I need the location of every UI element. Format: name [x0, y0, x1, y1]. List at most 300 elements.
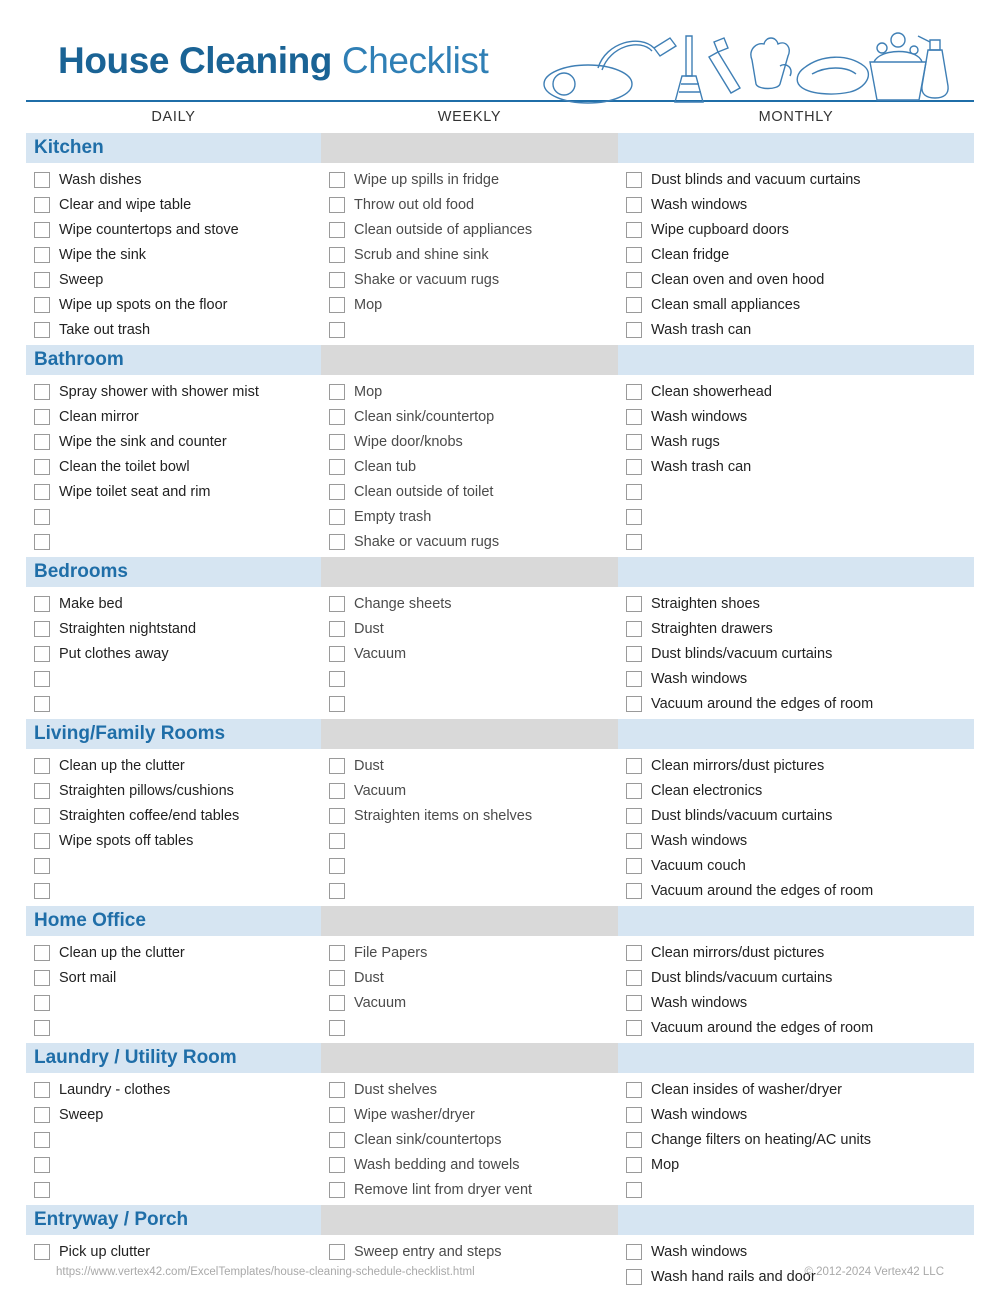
task-row[interactable]: [34, 778, 321, 803]
checkbox-icon[interactable]: [329, 1020, 345, 1036]
task-row[interactable]: [329, 1152, 618, 1177]
page-title-bold: House Cleaning: [58, 40, 332, 81]
checkbox-icon[interactable]: [34, 945, 50, 961]
checkbox-icon[interactable]: [34, 322, 50, 338]
task-label: Clean oven and oven hood: [651, 271, 825, 288]
task-row[interactable]: [626, 267, 974, 292]
task-label: Clean showerhead: [651, 383, 772, 400]
checkbox-icon[interactable]: [329, 833, 345, 849]
section-bar-monthly: [618, 719, 974, 749]
task-row[interactable]: [34, 803, 321, 828]
checkbox-icon[interactable]: [626, 646, 642, 662]
task-row[interactable]: [626, 990, 974, 1015]
section-bar-weekly: [321, 133, 618, 163]
checkbox-icon[interactable]: [626, 384, 642, 400]
task-label: Straighten nightstand: [59, 620, 197, 637]
task-row[interactable]: [329, 1127, 618, 1152]
checkbox-icon[interactable]: [329, 384, 345, 400]
checkbox-icon[interactable]: [329, 1244, 345, 1260]
task-label: Clean sink/countertops: [354, 1131, 502, 1148]
task-row[interactable]: [626, 940, 974, 965]
checkbox-icon[interactable]: [329, 1107, 345, 1123]
checkbox-icon[interactable]: [626, 883, 642, 899]
task-row[interactable]: [329, 990, 618, 1015]
checkbox-icon[interactable]: [329, 995, 345, 1011]
section-bar-weekly: [321, 345, 618, 375]
checkbox-icon[interactable]: [626, 172, 642, 188]
section-title-cell: [26, 133, 321, 163]
checkbox-icon[interactable]: [626, 534, 642, 550]
task-row[interactable]: [329, 292, 618, 317]
checkbox-icon[interactable]: [329, 222, 345, 238]
task-column-monthly: [618, 167, 974, 342]
task-row[interactable]: [34, 878, 321, 903]
checkbox-icon[interactable]: [34, 509, 50, 525]
checkbox-icon[interactable]: [626, 434, 642, 450]
task-row[interactable]: [626, 1152, 974, 1177]
checkbox-icon[interactable]: [34, 197, 50, 213]
checkbox-icon[interactable]: [626, 1132, 642, 1148]
page-header: [26, 22, 974, 100]
section-header-living-family-rooms: [26, 719, 974, 749]
checkbox-icon[interactable]: [329, 322, 345, 338]
checkbox-icon[interactable]: [626, 1244, 642, 1260]
checkbox-icon[interactable]: [626, 509, 642, 525]
task-row[interactable]: [329, 479, 618, 504]
checkbox-icon[interactable]: [34, 783, 50, 799]
task-label: Scrub and shine sink: [354, 246, 489, 263]
task-row[interactable]: [329, 753, 618, 778]
task-row[interactable]: [329, 591, 618, 616]
checkbox-icon[interactable]: [34, 1107, 50, 1123]
checkbox-icon[interactable]: [626, 995, 642, 1011]
page-title: [58, 40, 488, 82]
section-title-cell: [26, 719, 321, 749]
checkbox-icon[interactable]: [626, 409, 642, 425]
task-row[interactable]: [34, 292, 321, 317]
task-row[interactable]: [626, 965, 974, 990]
task-row[interactable]: [34, 167, 321, 192]
task-row[interactable]: [34, 641, 321, 666]
task-row[interactable]: [329, 853, 618, 878]
task-row[interactable]: [34, 965, 321, 990]
task-row[interactable]: [329, 242, 618, 267]
task-row[interactable]: [329, 616, 618, 641]
checkbox-icon[interactable]: [34, 272, 50, 288]
task-row[interactable]: [626, 1239, 974, 1264]
checkbox-icon[interactable]: [626, 322, 642, 338]
task-row[interactable]: [34, 1077, 321, 1102]
task-row[interactable]: [329, 666, 618, 691]
task-label: Clean electronics: [651, 782, 763, 799]
task-label: Wipe cupboard doors: [651, 221, 789, 238]
section-body: [26, 1235, 974, 1292]
task-row[interactable]: [34, 940, 321, 965]
task-row[interactable]: [626, 691, 974, 716]
checkbox-icon[interactable]: [34, 459, 50, 475]
task-label: Clean fridge: [651, 246, 730, 263]
task-row[interactable]: [626, 1177, 974, 1202]
task-column-monthly: [618, 1239, 974, 1289]
checkbox-icon[interactable]: [34, 995, 50, 1011]
checkbox-icon[interactable]: [626, 1157, 642, 1173]
task-label: Pick up clutter: [59, 1243, 151, 1260]
task-row[interactable]: [329, 404, 618, 429]
task-label: Wash trash can: [651, 321, 752, 338]
task-label: Clean tub: [354, 458, 417, 475]
checkbox-icon[interactable]: [626, 297, 642, 313]
task-row[interactable]: [626, 1127, 974, 1152]
section-body: [26, 587, 974, 719]
checkbox-icon[interactable]: [34, 596, 50, 612]
task-label: Vacuum couch: [651, 857, 746, 874]
task-row[interactable]: [34, 504, 321, 529]
task-row[interactable]: [626, 778, 974, 803]
task-label: Mop: [354, 296, 383, 313]
checkbox-icon[interactable]: [329, 484, 345, 500]
task-label: Dust blinds/vacuum curtains: [651, 807, 833, 824]
task-column-monthly: [618, 940, 974, 1040]
task-row[interactable]: [626, 853, 974, 878]
checkbox-icon[interactable]: [626, 696, 642, 712]
task-label: Vacuum around the edges of room: [651, 882, 874, 899]
checkbox-icon[interactable]: [329, 596, 345, 612]
task-row[interactable]: [34, 529, 321, 554]
task-row[interactable]: [34, 317, 321, 342]
task-label: Dust shelves: [354, 1081, 438, 1098]
section-title: Living/Family Rooms: [34, 723, 226, 744]
checkbox-icon[interactable]: [34, 297, 50, 313]
task-label: Wash windows: [651, 408, 748, 425]
task-row[interactable]: [626, 828, 974, 853]
task-row[interactable]: [329, 217, 618, 242]
task-row[interactable]: [34, 753, 321, 778]
checkbox-icon[interactable]: [329, 671, 345, 687]
task-row[interactable]: [626, 404, 974, 429]
task-row[interactable]: [329, 1177, 618, 1202]
task-row[interactable]: [626, 379, 974, 404]
task-row[interactable]: [329, 691, 618, 716]
checkbox-icon[interactable]: [626, 945, 642, 961]
checkbox-icon[interactable]: [34, 883, 50, 899]
task-row[interactable]: [329, 429, 618, 454]
task-label: Wash trash can: [651, 458, 752, 475]
checkbox-icon[interactable]: [34, 484, 50, 500]
checkbox-icon[interactable]: [626, 222, 642, 238]
task-column-daily: [26, 753, 321, 903]
task-row[interactable]: [626, 479, 974, 504]
task-label: Clean up the clutter: [59, 944, 185, 961]
section-title: Entryway / Porch: [34, 1209, 189, 1230]
task-row[interactable]: [329, 828, 618, 853]
task-label: Dust blinds and vacuum curtains: [651, 171, 861, 188]
task-column-monthly: [618, 753, 974, 903]
checkbox-icon[interactable]: [626, 459, 642, 475]
checkbox-icon[interactable]: [329, 758, 345, 774]
checkbox-icon[interactable]: [329, 297, 345, 313]
task-label: Sweep: [59, 271, 104, 288]
task-row[interactable]: [626, 803, 974, 828]
task-row[interactable]: [34, 454, 321, 479]
checkbox-icon[interactable]: [626, 783, 642, 799]
checkbox-icon[interactable]: [626, 1107, 642, 1123]
section-body: [26, 375, 974, 557]
checkbox-icon[interactable]: [626, 858, 642, 874]
section-bar-weekly: [321, 557, 618, 587]
task-column-weekly: [321, 940, 618, 1040]
task-column-weekly: [321, 753, 618, 903]
task-row[interactable]: [626, 242, 974, 267]
checkbox-icon[interactable]: [34, 833, 50, 849]
task-label: Wash windows: [651, 196, 748, 213]
task-label: Make bed: [59, 595, 123, 612]
task-row[interactable]: [34, 379, 321, 404]
task-label: Wash windows: [651, 670, 748, 687]
checkbox-icon[interactable]: [34, 858, 50, 874]
task-label: Change filters on heating/AC units: [651, 1131, 872, 1148]
checkbox-icon[interactable]: [626, 272, 642, 288]
task-row[interactable]: [626, 192, 974, 217]
checkbox-icon[interactable]: [34, 1157, 50, 1173]
section-header-home-office: [26, 906, 974, 936]
task-row[interactable]: [34, 242, 321, 267]
checkbox-icon[interactable]: [34, 646, 50, 662]
checkbox-icon[interactable]: [34, 1182, 50, 1198]
task-row[interactable]: [329, 878, 618, 903]
checkbox-icon[interactable]: [626, 808, 642, 824]
task-label: Vacuum around the edges of room: [651, 1019, 874, 1036]
column-headers: [26, 106, 974, 129]
task-row[interactable]: [626, 616, 974, 641]
task-row[interactable]: [626, 292, 974, 317]
checkbox-icon[interactable]: [34, 409, 50, 425]
task-label: Vacuum: [354, 782, 407, 799]
task-column-weekly: [321, 379, 618, 554]
task-row[interactable]: [34, 691, 321, 716]
checkbox-icon[interactable]: [34, 434, 50, 450]
checkbox-icon[interactable]: [329, 409, 345, 425]
task-label: Mop: [651, 1156, 680, 1173]
task-label: Wipe the sink and counter: [59, 433, 227, 450]
checkbox-icon[interactable]: [34, 1244, 50, 1260]
checkbox-icon[interactable]: [34, 1082, 50, 1098]
checkbox-icon[interactable]: [34, 671, 50, 687]
task-row[interactable]: [329, 1102, 618, 1127]
task-row[interactable]: [626, 878, 974, 903]
checkbox-icon[interactable]: [34, 1132, 50, 1148]
task-label: Wipe up spots on the floor: [59, 296, 228, 313]
task-row[interactable]: [626, 666, 974, 691]
task-row[interactable]: [329, 1077, 618, 1102]
checkbox-icon[interactable]: [329, 459, 345, 475]
task-row[interactable]: [34, 990, 321, 1015]
task-row[interactable]: [34, 828, 321, 853]
checkbox-icon[interactable]: [626, 1182, 642, 1198]
task-row[interactable]: [329, 267, 618, 292]
task-row[interactable]: [329, 504, 618, 529]
task-row[interactable]: [34, 1152, 321, 1177]
task-label: Dust: [354, 757, 384, 774]
checkbox-icon[interactable]: [34, 172, 50, 188]
task-row[interactable]: [626, 1102, 974, 1127]
section-title: Bedrooms: [34, 561, 128, 582]
task-row[interactable]: [626, 591, 974, 616]
checkbox-icon[interactable]: [626, 970, 642, 986]
task-row[interactable]: [329, 167, 618, 192]
checkbox-icon[interactable]: [34, 758, 50, 774]
task-label: Take out trash: [59, 321, 151, 338]
section-header-kitchen: [26, 133, 974, 163]
task-row[interactable]: [34, 616, 321, 641]
task-row[interactable]: [329, 1015, 618, 1040]
checkbox-icon[interactable]: [34, 222, 50, 238]
checkbox-icon[interactable]: [329, 945, 345, 961]
task-row[interactable]: [34, 853, 321, 878]
footer-url[interactable]: https://www.vertex42.com/ExcelTemplates/house-cleaning-schedule-checklist.html: [56, 1266, 475, 1278]
task-row[interactable]: [34, 192, 321, 217]
task-row[interactable]: [329, 803, 618, 828]
task-column-daily: [26, 167, 321, 342]
sections-container: [26, 133, 974, 1292]
checkbox-icon[interactable]: [626, 197, 642, 213]
checkbox-icon[interactable]: [329, 1182, 345, 1198]
checkbox-icon[interactable]: [34, 247, 50, 263]
task-row[interactable]: [329, 778, 618, 803]
checkbox-icon[interactable]: [34, 534, 50, 550]
task-row[interactable]: [329, 1239, 618, 1264]
section-bar-monthly: [618, 1205, 974, 1235]
checkbox-icon[interactable]: [34, 808, 50, 824]
task-row[interactable]: [34, 217, 321, 242]
task-row[interactable]: [626, 641, 974, 666]
task-row[interactable]: [329, 379, 618, 404]
task-label: File Papers: [354, 944, 428, 961]
task-label: Dust blinds/vacuum curtains: [651, 645, 833, 662]
task-label: Clean insides of washer/dryer: [651, 1081, 843, 1098]
task-row[interactable]: [34, 404, 321, 429]
checkbox-icon[interactable]: [329, 696, 345, 712]
checkbox-icon[interactable]: [34, 1020, 50, 1036]
section-title-cell: [26, 557, 321, 587]
task-row[interactable]: [329, 317, 618, 342]
task-row[interactable]: [34, 1127, 321, 1152]
task-row[interactable]: [34, 479, 321, 504]
task-row[interactable]: [626, 504, 974, 529]
checkbox-icon[interactable]: [329, 883, 345, 899]
task-label: Change sheets: [354, 595, 452, 612]
task-label: Wash bedding and towels: [354, 1156, 520, 1173]
task-label: Straighten pillows/cushions: [59, 782, 234, 799]
task-label: Sweep entry and steps: [354, 1243, 502, 1260]
section-body: [26, 936, 974, 1043]
task-row[interactable]: [329, 940, 618, 965]
task-row[interactable]: [34, 1102, 321, 1127]
task-row[interactable]: [626, 454, 974, 479]
checkbox-icon[interactable]: [329, 783, 345, 799]
task-row[interactable]: [626, 753, 974, 778]
checkbox-icon[interactable]: [34, 696, 50, 712]
checkbox-icon[interactable]: [329, 858, 345, 874]
section-title: Kitchen: [34, 137, 104, 158]
checkbox-icon[interactable]: [34, 621, 50, 637]
page-footer: [26, 1266, 974, 1278]
task-row[interactable]: [34, 591, 321, 616]
task-row[interactable]: [34, 1015, 321, 1040]
task-row[interactable]: [34, 429, 321, 454]
checkbox-icon[interactable]: [329, 509, 345, 525]
task-row[interactable]: [329, 454, 618, 479]
checkbox-icon[interactable]: [626, 1082, 642, 1098]
task-row[interactable]: [626, 529, 974, 554]
task-label: Vacuum: [354, 994, 407, 1011]
checkbox-icon[interactable]: [626, 247, 642, 263]
column-header-daily: DAILY: [151, 109, 196, 125]
task-label: Wipe countertops and stove: [59, 221, 239, 238]
task-row[interactable]: [329, 641, 618, 666]
section-header-bedrooms: [26, 557, 974, 587]
checkbox-icon[interactable]: [329, 646, 345, 662]
task-label: Wash hand rails and door: [651, 1268, 816, 1285]
task-label: Clean outside of toilet: [354, 483, 494, 500]
task-row[interactable]: [329, 529, 618, 554]
checkbox-icon[interactable]: [626, 484, 642, 500]
task-row[interactable]: [626, 429, 974, 454]
task-row[interactable]: [34, 267, 321, 292]
checkbox-icon[interactable]: [329, 534, 345, 550]
task-row[interactable]: [34, 1177, 321, 1202]
checkbox-icon[interactable]: [329, 172, 345, 188]
checkbox-icon[interactable]: [626, 1020, 642, 1036]
task-row[interactable]: [626, 217, 974, 242]
checkbox-icon[interactable]: [329, 272, 345, 288]
task-label: Wash windows: [651, 994, 748, 1011]
checkbox-icon[interactable]: [329, 197, 345, 213]
checkbox-icon[interactable]: [626, 621, 642, 637]
task-label: Put clothes away: [59, 645, 169, 662]
task-row[interactable]: [626, 167, 974, 192]
checkbox-icon[interactable]: [329, 1132, 345, 1148]
task-row[interactable]: [329, 965, 618, 990]
task-row[interactable]: [34, 1239, 321, 1264]
checkbox-icon[interactable]: [329, 970, 345, 986]
checkbox-icon[interactable]: [329, 434, 345, 450]
checkbox-icon[interactable]: [329, 1157, 345, 1173]
task-row[interactable]: [626, 317, 974, 342]
task-label: Wipe up spills in fridge: [354, 171, 500, 188]
task-row[interactable]: [626, 1077, 974, 1102]
checkbox-icon[interactable]: [34, 384, 50, 400]
checkbox-icon[interactable]: [329, 1082, 345, 1098]
task-column-monthly: [618, 1077, 974, 1202]
task-label: Straighten shoes: [651, 595, 760, 612]
checkbox-icon[interactable]: [329, 808, 345, 824]
task-label: Straighten coffee/end tables: [59, 807, 240, 824]
checkbox-icon[interactable]: [329, 621, 345, 637]
task-row[interactable]: [34, 666, 321, 691]
footer-copyright: © 2012-2024 Vertex42 LLC: [804, 1266, 944, 1278]
cleaning-supplies-illustration: [536, 26, 956, 108]
section-title: Bathroom: [34, 349, 124, 370]
checkbox-icon[interactable]: [626, 758, 642, 774]
checkbox-icon[interactable]: [34, 970, 50, 986]
checkbox-icon[interactable]: [329, 247, 345, 263]
checkbox-icon[interactable]: [626, 671, 642, 687]
task-row[interactable]: [626, 1015, 974, 1040]
task-row[interactable]: [329, 192, 618, 217]
task-label: Wash windows: [651, 1243, 748, 1260]
checkbox-icon[interactable]: [626, 833, 642, 849]
checkbox-icon[interactable]: [626, 596, 642, 612]
